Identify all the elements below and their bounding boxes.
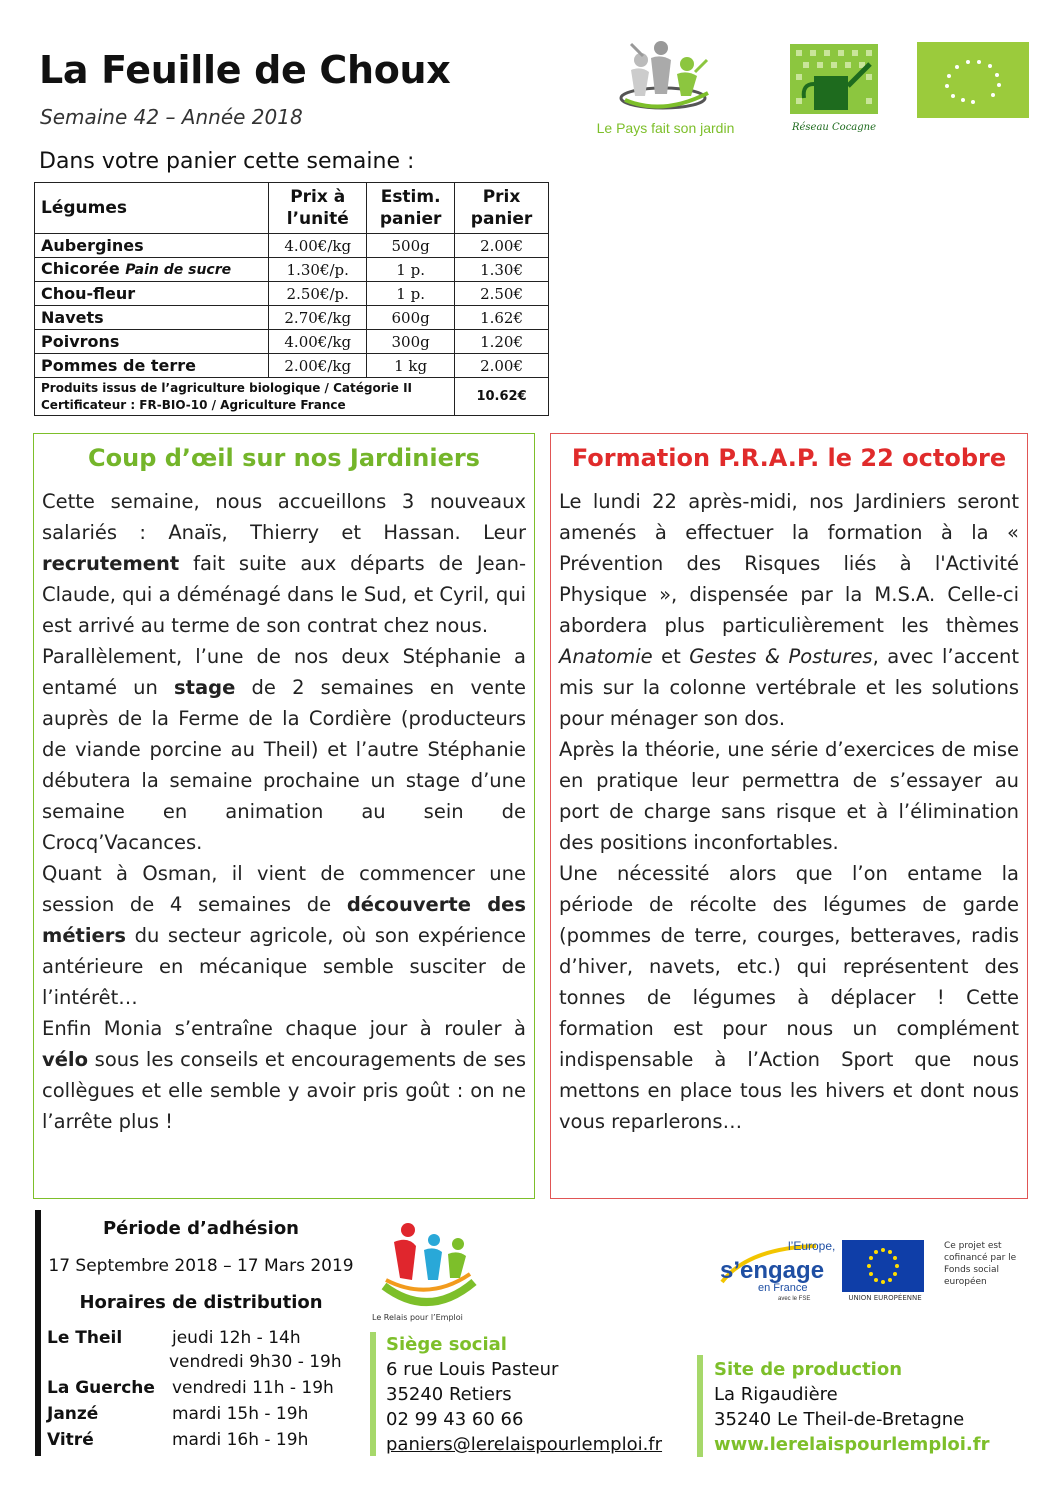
unit-price: 2.70€/kg	[269, 306, 367, 330]
basket-total: 10.62€	[455, 378, 549, 416]
eu-caption: UNION EUROPÉENNE	[848, 1294, 922, 1302]
unit-price: 2.50€/p.	[269, 282, 367, 306]
paragraph: Cette semaine, nous accueillons 3 nouveaux salariés : Anaïs, Thierry et Hassan. Leur recrutement fait suite aux départs de Jean-Claude, qui a déménagé dans le Sud, et Cyril, qui est arrivé au terme de son contrat chez nous.	[42, 490, 526, 637]
schedule-time: jeudi 12h - 14h	[172, 1328, 301, 1348]
reseau-cocagne-logo	[786, 42, 882, 138]
europe-sengage-icon	[718, 1238, 836, 1302]
eu-organic-leaf-logo	[917, 42, 1029, 118]
relais-caption: Le Relais pour l’Emploi	[372, 1313, 463, 1322]
siege-divider-bar	[370, 1332, 376, 1456]
certification-note	[35, 378, 455, 416]
basket-price: 2.50€	[455, 282, 549, 306]
paragraph: Une nécessité alors que l’on entame la période de récolte des légumes de garde (pommes de terre, courges, betteraves, radis d’hiver, navets, etc.) qui représentent des tonnes de légumes à déplacer ! Cette formation est pour nous un complément indispensable à l’Action Sport que nous mettons en place tous les hivers et dont nous vous reparlerons…	[559, 862, 1019, 1133]
col-header-unit-price: Prix à l’unité	[269, 183, 367, 234]
basket-price: 2.00€	[455, 234, 549, 258]
svg-text:avec le FSE: avec le FSE	[778, 1296, 811, 1302]
europe-sengage-logo	[718, 1238, 836, 1302]
paragraph: Le lundi 22 après-midi, nos Jardiniers seront amenés à effectuer la formation à la « Prévention des Risques liés à l'Activité Physique », dispensée par la M.S.A. Celle-ci abordera plus particulièrement les thèmes Anatomie et Gestes & Postures, avec l’accent mis sur la colonne vertébrale et les solutions pour ménager son dos.	[559, 490, 1019, 730]
adhesion-dates: 17 Septembre 2018 – 17 Mars 2019	[48, 1256, 354, 1276]
schedule-place: Janzé	[47, 1404, 99, 1424]
schedule-place: Le Theil	[47, 1328, 123, 1348]
jardiniers-text	[34, 486, 534, 1137]
schedule-place: La Guerche	[47, 1378, 155, 1398]
logo2-caption: Réseau Cocagne	[791, 122, 877, 133]
watering-can-icon	[786, 42, 882, 138]
eu-flag	[842, 1240, 924, 1292]
schedule-place: Vitré	[47, 1430, 94, 1450]
schedule-time: vendredi 9h30 - 19h	[169, 1352, 342, 1372]
table-row	[35, 282, 549, 306]
unit-price: 2.00€/kg	[269, 354, 367, 378]
people-figures-icon	[374, 1220, 484, 1316]
jardiniers-section	[33, 433, 535, 1199]
vegetable-name: Chicorée Pain de sucre	[35, 258, 269, 282]
col-header-estimate: Estim. panier	[367, 183, 455, 234]
estimate: 600g	[367, 306, 455, 330]
paragraph: Enfin Monia s’entraîne chaque jour à rouler à vélo sous les conseils et encouragements de ses collègues et elle semble y avoir pris goût : on ne l’arrête plus !	[42, 1017, 526, 1133]
schedule-time: mardi 15h - 19h	[172, 1404, 309, 1424]
estimate: 300g	[367, 330, 455, 354]
col-header-vegetables: Légumes	[35, 183, 269, 234]
estimate: 1 kg	[367, 354, 455, 378]
table-row	[35, 330, 549, 354]
paragraph: Après la théorie, une série d’exercices de mise en pratique leur permettra de s’essayer au port de charge sans risque et à l’élimination des positions inconfortables.	[559, 738, 1019, 854]
adhesion-heading: Période d’adhésion	[102, 1218, 299, 1239]
site-place: La Rigaudière	[714, 1384, 838, 1405]
table-row	[35, 258, 549, 282]
basket-price: 1.62€	[455, 306, 549, 330]
siege-street: 6 rue Louis Pasteur	[386, 1359, 559, 1380]
table-header-row	[35, 183, 549, 234]
site-production-block	[714, 1357, 989, 1457]
basket-price: 1.20€	[455, 330, 549, 354]
vegetable-name: Poivrons	[35, 330, 269, 354]
schedule-time: mardi 16h - 19h	[172, 1430, 309, 1450]
table-row	[35, 354, 549, 378]
vegetable-name: Pommes de terre	[35, 354, 269, 378]
vegetable-name: Aubergines	[35, 234, 269, 258]
siege-heading: Siège social	[386, 1334, 507, 1355]
table-row	[35, 306, 549, 330]
table-row	[35, 234, 549, 258]
vegetable-name: Chou-fleur	[35, 282, 269, 306]
certification-line1: Produits issus de l’agriculture biologique / Catégorie II	[41, 380, 413, 395]
basket-price: 1.30€	[455, 258, 549, 282]
site-heading: Site de production	[714, 1359, 903, 1380]
svg-text:l’Europe,: l’Europe,	[788, 1239, 836, 1253]
jardiniers-heading: Coup d’œil sur nos Jardiniers	[88, 444, 480, 472]
siege-city: 35240 Retiers	[386, 1384, 512, 1405]
unit-price: 4.00€/kg	[269, 330, 367, 354]
svg-text:en France: en France	[758, 1282, 808, 1294]
col-header-basket-price: Prix panier	[455, 183, 549, 234]
estimate: 1 p.	[367, 258, 455, 282]
svg-text:s’engage: s’engage	[720, 1257, 825, 1284]
fse-cofinance-note: Ce projet est cofinancé par le Fonds social européen	[944, 1241, 1017, 1287]
pays-fait-son-jardin-logo	[583, 38, 748, 138]
logo1-caption: Le Pays fait son jardin	[596, 120, 735, 136]
vegetable-variety: Pain de sucre	[125, 262, 232, 278]
formation-text	[551, 486, 1027, 1137]
gardener-figures-icon	[583, 38, 748, 118]
formation-section	[550, 433, 1028, 1199]
site-divider-bar	[697, 1355, 703, 1457]
newsletter-title: La Feuille de Choux	[39, 48, 451, 92]
schedule-time: vendredi 11h - 19h	[172, 1378, 334, 1398]
siege-email-link[interactable]: paniers@lerelaispourlemploi.fr	[386, 1434, 663, 1455]
organic-leaf-icon	[917, 42, 1029, 118]
estimate: 500g	[367, 234, 455, 258]
formation-heading: Formation P.R.A.P. le 22 octobre	[571, 444, 1007, 472]
eu-stars-icon	[842, 1240, 924, 1292]
certification-line2: Certificateur : FR-BIO-10 / Agriculture France	[41, 397, 346, 412]
table-footer-row	[35, 378, 549, 416]
basket-price: 2.00€	[455, 354, 549, 378]
siege-social-block	[386, 1332, 662, 1457]
basket-table	[34, 182, 549, 416]
issue-subtitle: Semaine 42 – Année 2018	[40, 105, 303, 129]
paragraph: Quant à Osman, il vient de commencer une session de 4 semaines de découverte des métiers du secteur agricole, où son expérience antérieure en mécanique semble susciter de l’intérêt…	[42, 862, 527, 1009]
basket-heading: Dans votre panier cette semaine :	[39, 149, 415, 174]
siege-phone: 02 99 43 60 66	[386, 1409, 524, 1430]
estimate: 1 p.	[367, 282, 455, 306]
schedule-heading: Horaires de distribution	[79, 1292, 323, 1313]
vegetable-name: Navets	[35, 306, 269, 330]
unit-price: 1.30€/p.	[269, 258, 367, 282]
relais-pour-emploi-logo	[374, 1220, 484, 1316]
unit-price: 4.00€/kg	[269, 234, 367, 258]
left-divider-bar	[35, 1210, 41, 1456]
site-city: 35240 Le Theil-de-Bretagne	[714, 1409, 965, 1430]
paragraph: Parallèlement, l’une de nos deux Stéphanie a entamé un stage de 2 semaines en vente auprès de la Ferme de la Cordière (producteurs de viande porcine au Theil) et l’autre Stéphanie débutera la semaine prochaine un stage d’une semaine en animation au sein de Crocq’Vacances.	[42, 645, 526, 854]
website-link[interactable]: www.lerelaispourlemploi.fr	[714, 1434, 990, 1455]
